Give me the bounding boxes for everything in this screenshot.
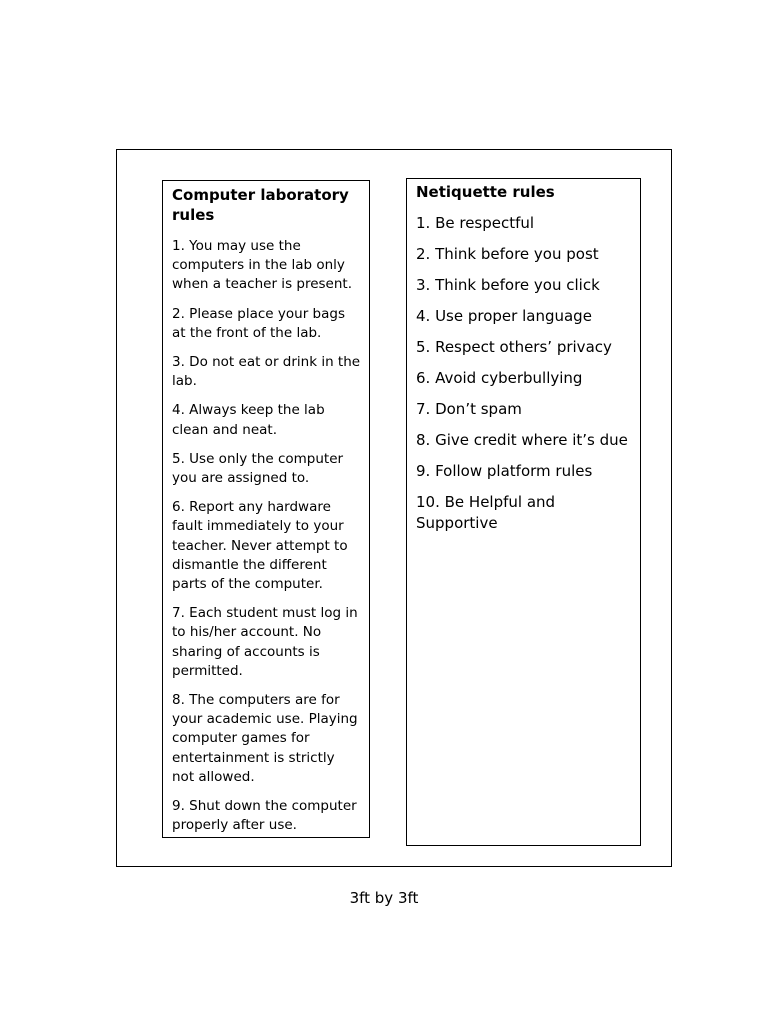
netiquette-rule-item: 10. Be Helpful and Supportive — [416, 493, 556, 532]
lab-rules-list — [172, 237, 361, 835]
lab-rule-item: 1. You may use the computers in the lab only when a teacher is present. — [172, 238, 352, 293]
netiquette-rules-list — [416, 213, 632, 534]
netiquette-rules-panel — [406, 178, 641, 846]
netiquette-rules-title: Netiquette rules — [416, 183, 555, 201]
netiquette-rule-item: 3. Think before you click — [416, 276, 600, 294]
lab-rule-item: 7. Each student must log in to his/her account. No sharing of accounts is permitted. — [172, 605, 358, 679]
lab-rule-item: 6. Report any hardware fault immediately to your teacher. Never attempt to dismantle the different parts of the computer. — [172, 499, 348, 593]
lab-rule-item: 4. Always keep the lab clean and neat. — [172, 402, 325, 438]
size-caption: 3ft by 3ft — [349, 889, 419, 907]
netiquette-rule-item: 7. Don’t spam — [416, 400, 522, 418]
lab-rule-item: 3. Do not eat or drink in the lab. — [172, 354, 361, 390]
netiquette-rule-item: 8. Give credit where it’s due — [416, 431, 628, 449]
lab-rules-title: Computer laboratory rules — [172, 186, 349, 224]
netiquette-rule-item: 4. Use proper language — [416, 307, 592, 325]
netiquette-rule-item: 1. Be respectful — [416, 214, 535, 232]
lab-rule-item: 9. Shut down the computer properly after use. — [172, 798, 357, 834]
netiquette-rule-item: 5. Respect others’ privacy — [416, 338, 612, 356]
lab-rule-item: 8. The computers are for your academic use. Playing computer games for entertainment is strictly not allowed. — [172, 692, 358, 785]
computer-lab-rules-panel — [162, 180, 370, 838]
netiquette-rule-item: 9. Follow platform rules — [416, 462, 593, 480]
netiquette-rule-item: 6. Avoid cyberbullying — [416, 369, 583, 387]
netiquette-rule-item: 2. Think before you post — [416, 245, 599, 263]
lab-rule-item: 2. Please place your bags at the front of the lab. — [172, 305, 345, 341]
lab-rule-item: 5. Use only the computer you are assigned to. — [172, 450, 344, 487]
